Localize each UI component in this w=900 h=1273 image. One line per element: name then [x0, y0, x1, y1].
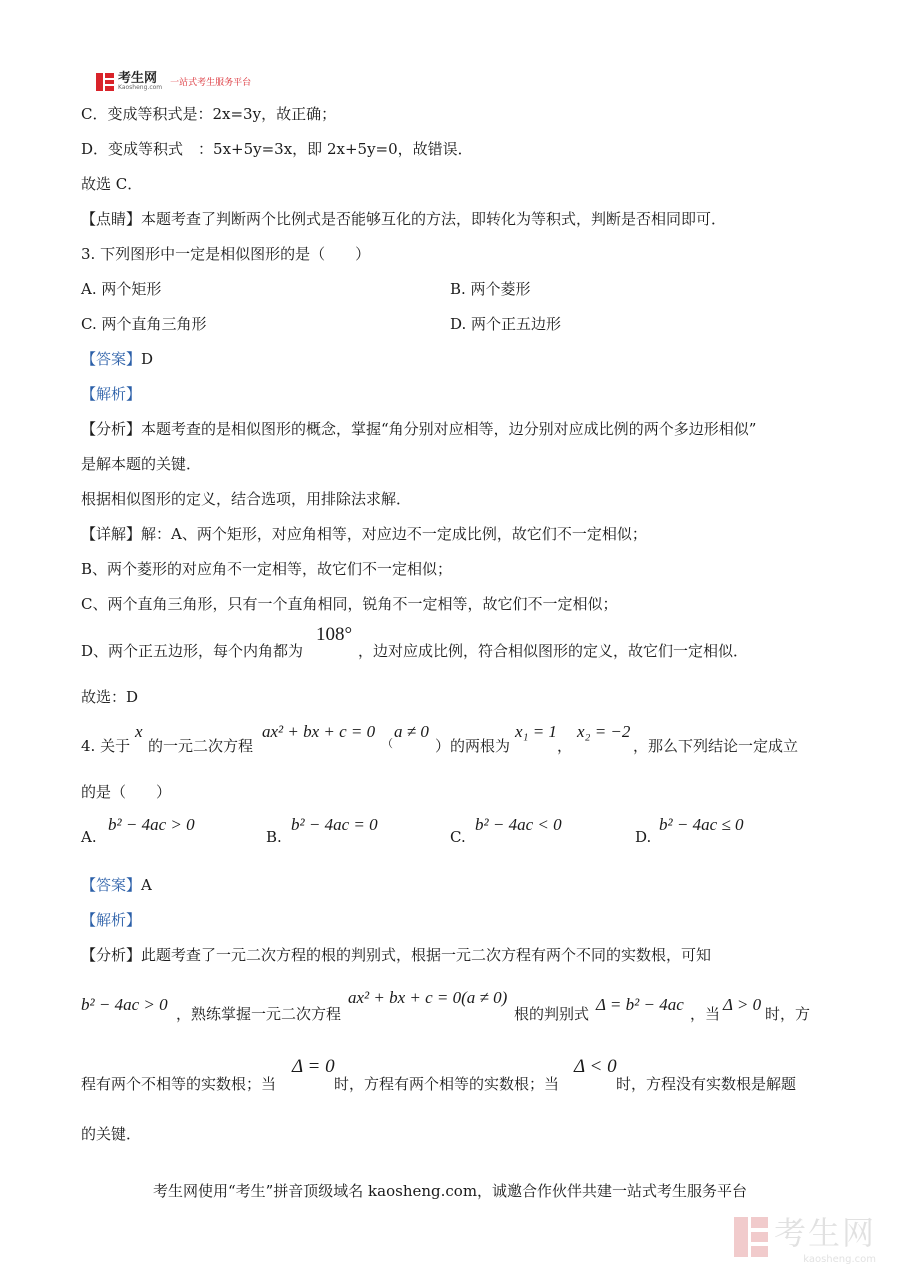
q3-option-c: C. 两个直角三角形: [81, 315, 207, 333]
q4-fenxi-line2-t4: 时，方: [765, 1005, 811, 1023]
math-delta-negative: Δ < 0: [574, 1056, 617, 1077]
fenxi-text: 本题考查的是相似图形的概念，掌握“角分别对应相等，边分别对应成比例的两个多边形相似”: [141, 420, 757, 438]
watermark-logo-icon: [734, 1217, 768, 1257]
q4-text-f: 的是（ ）: [81, 783, 172, 801]
watermark-text: 考生网: [773, 1214, 876, 1252]
fenxi-tag: 【分析】: [81, 420, 142, 438]
q3-fenxi-line1: [81, 418, 756, 439]
line-dianjing: [81, 208, 726, 229]
xiangjie-tag: 【详解】: [81, 525, 142, 543]
line-option-d: D．变成等积式 ：5x+5y=3x，即 2x+5y=0，故错误．: [81, 140, 473, 158]
q4-option-b-label: B.: [266, 828, 282, 846]
q4-option-b-math: b² − 4ac = 0: [291, 815, 378, 834]
q4-fenxi-line2-t1: ，熟练掌握一元二次方程: [176, 1005, 342, 1023]
math-delta-definition: Δ = b² − 4ac: [596, 995, 684, 1014]
q4-option-c-label: C.: [450, 828, 466, 846]
q4-fenxi-line1: [81, 944, 711, 965]
math-discriminant-positive: b² − 4ac > 0: [81, 995, 168, 1014]
q3-xiangjie-line1: [81, 523, 647, 544]
header-logo: [96, 72, 251, 91]
math-a-not-zero: a ≠ 0: [394, 722, 429, 741]
q4-text-d: ）的两根为: [435, 737, 511, 755]
q3-fenxi-line2: 是解本题的关键．: [81, 455, 202, 473]
logo-icon: [96, 73, 114, 91]
q4-fenxi-line4: 的关键．: [81, 1125, 142, 1143]
q4-option-a-math: b² − 4ac > 0: [108, 815, 195, 834]
q3-xiangjie-line2: B、两个菱形的对应角不一定相等，故它们不一定相似；: [81, 560, 453, 578]
answer-value: D: [141, 350, 154, 368]
xiangjie-text: 解：A、两个矩形，对应角相等，对应边不一定成比例，故它们不一定相似；: [141, 525, 647, 543]
q4-text-e: ，那么下列结论一定成立: [633, 737, 799, 755]
math-x1: x₁ = 1: [515, 722, 557, 741]
footer-text: 考生网使用“考生”拼音顶级域名 kaosheng.com，诚邀合作伙伴共建一站式考生服务平台: [152, 1182, 748, 1200]
q3-jiexi-tag: 【解析】: [81, 385, 142, 403]
q4-jiexi-tag: 【解析】: [81, 911, 142, 929]
fenxi-tag: 【分析】: [81, 946, 142, 964]
q3-xiangjie-line3: C、两个直角三角形，只有一个直角相同，锐角不一定相等，故它们不一定相似；: [81, 595, 618, 613]
q4-prefix: 4. 关于: [81, 737, 131, 755]
q4-option-c-math: b² − 4ac < 0: [475, 815, 562, 834]
q3-option-a: A. 两个矩形: [81, 280, 162, 298]
math-x2: x₂ = −2: [577, 722, 631, 741]
q4-fenxi-line3-t2: 时，方程有两个相等的实数根；当: [334, 1075, 560, 1093]
dianjing-text: 本题考查了判断两个比例式是否能够互化的方法，即转化为等积式，判断是否相同即可．: [141, 210, 727, 228]
answer-tag: 【答案】: [81, 876, 142, 894]
math-quadratic-equation: ax² + bx + c = 0: [262, 722, 376, 741]
logo-name: 考生网: [118, 71, 158, 86]
q4-fenxi-line3-t1: 程有两个不相等的实数根；当: [81, 1075, 277, 1093]
logo-sub: Kaosheng.com: [118, 84, 163, 91]
q4-comma: ，: [557, 737, 573, 755]
fenxi-text: 此题考查了一元二次方程的根的判别式，根据一元二次方程有两个不同的实数根，可知: [141, 946, 712, 964]
dianjing-tag: 【点睛】: [81, 210, 142, 228]
question-3: 3. 下列图形中一定是相似图形的是（ ）: [81, 245, 371, 263]
watermark-sub: kaosheng.com: [803, 1254, 876, 1265]
answer-tag: 【答案】: [81, 350, 142, 368]
q4-answer: [81, 874, 152, 895]
q3-fenxi-line3: 根据相似图形的定义，结合选项，用排除法求解．: [81, 490, 412, 508]
q4-option-d-label: D.: [635, 828, 652, 846]
math-x: x: [135, 722, 143, 741]
watermark: [734, 1208, 876, 1265]
math-108-degrees: 108°: [316, 624, 353, 645]
q4-fenxi-line2-t3: ，当: [690, 1005, 721, 1023]
line-choose-c: 故选 C．: [81, 175, 143, 193]
line-option-c: C．变成等积式是：2x=3y，故正确；: [81, 105, 337, 123]
q4-fenxi-line3-t3: 时，方程没有实数根是解题: [616, 1075, 797, 1093]
q4-fenxi-line2-t2: 根的判别式: [514, 1005, 590, 1023]
q3-option-b: B. 两个菱形: [450, 280, 531, 298]
answer-value: A: [141, 876, 152, 894]
q4-option-d-math: b² − 4ac ≤ 0: [659, 815, 744, 834]
math-delta-zero: Δ = 0: [292, 1056, 335, 1077]
q3-answer: [81, 348, 153, 369]
q3-xiangjie-line4: D、两个正五边形，每个内角都为: [81, 642, 304, 660]
q4-option-a-label: A.: [81, 828, 97, 846]
q3-xiangjie-line4-end: ，边对应成比例，符合相似图形的定义，故它们一定相似．: [358, 642, 749, 660]
q4-open-paren: （: [382, 737, 393, 750]
math-delta-positive: Δ > 0: [723, 995, 762, 1014]
math-general-equation: ax² + bx + c = 0(a ≠ 0): [348, 988, 508, 1007]
logo-slogan: 一站式考生服务平台: [170, 78, 252, 88]
q3-choose: 故选：D: [81, 688, 139, 706]
q4-text-b: 的一元二次方程: [148, 737, 254, 755]
q3-option-d: D. 两个正五边形: [450, 315, 562, 333]
